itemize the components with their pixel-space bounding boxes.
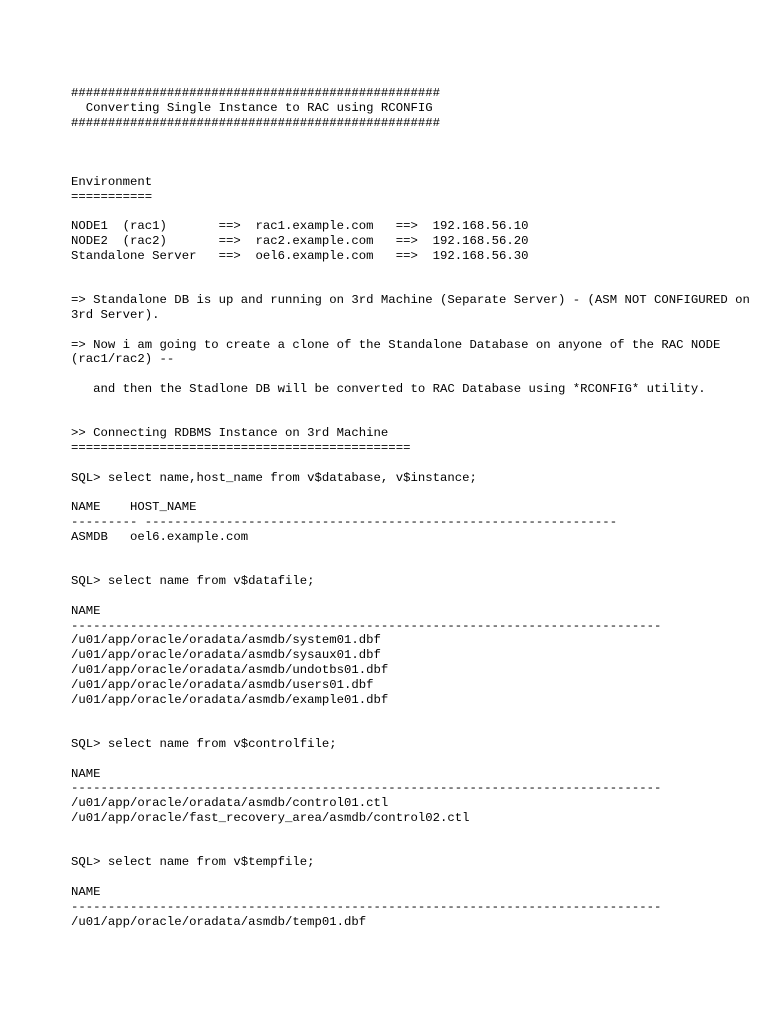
environment-row: NODE1 (rac1) ==> rac1.example.com ==> 192.168.56.10 (71, 219, 529, 234)
connecting-heading: >> Connecting RDBMS Instance on 3rd Machine (71, 426, 389, 441)
result-row: /u01/app/oracle/oradata/asmdb/example01.dbf (71, 692, 389, 707)
result-header: NAME (71, 885, 101, 900)
environment-heading: Environment (71, 174, 153, 189)
result-row: /u01/app/oracle/oradata/asmdb/temp01.dbf (71, 914, 367, 929)
environment-row: Standalone Server ==> oel6.example.com ==> 192.168.56.30 (71, 248, 529, 263)
result-row: ASMDB oel6.example.com (71, 529, 249, 544)
document-page (71, 86, 761, 929)
note-rconfig: and then the Stadlone DB will be converted to RAC Database using *RCONFIG* utility. (71, 381, 706, 396)
sql-query-tempfile: SQL> select name from v$tempfile; (71, 855, 315, 870)
result-row: /u01/app/oracle/fast_recovery_area/asmdb/control02.ctl (71, 811, 470, 826)
result-header: NAME HOST_NAME (71, 500, 197, 515)
environment-row: NODE2 (rac2) ==> rac2.example.com ==> 192.168.56.20 (71, 233, 529, 248)
result-separator: --------- ---------------------------------------------------------------- (71, 515, 618, 530)
header-rule-top: ################################################## (71, 86, 440, 100)
result-header: NAME (71, 603, 101, 618)
note-standalone-db: => Standalone DB is up and running on 3rd Machine (Separate Server) - (ASM NOT CONFIGURED on 3rd Server). (71, 293, 758, 322)
result-row: /u01/app/oracle/oradata/asmdb/control01.ctl (71, 796, 389, 811)
result-separator: -------------------------------------------------------------------------------- (71, 899, 662, 914)
result-header: NAME (71, 766, 101, 781)
result-separator: -------------------------------------------------------------------------------- (71, 618, 662, 633)
result-row: /u01/app/oracle/oradata/asmdb/users01.dbf (71, 677, 374, 692)
environment-underline: =========== (71, 189, 153, 204)
header-rule-bottom: ################################################## (71, 115, 440, 130)
result-row: /u01/app/oracle/oradata/asmdb/system01.dbf (71, 633, 381, 648)
sql-query-database: SQL> select name,host_name from v$database, v$instance; (71, 470, 477, 485)
note-clone-plan: => Now i am going to create a clone of the Standalone Database on anyone of the RAC NODE (rac1/rac2) -- (71, 337, 728, 367)
result-row: /u01/app/oracle/oradata/asmdb/sysaux01.dbf (71, 648, 381, 663)
document-title: Converting Single Instance to RAC using RCONFIG (71, 100, 433, 115)
connecting-underline: ============================================== (71, 441, 411, 456)
result-separator: -------------------------------------------------------------------------------- (71, 781, 662, 796)
result-row: /u01/app/oracle/oradata/asmdb/undotbs01.dbf (71, 663, 389, 678)
sql-query-controlfile: SQL> select name from v$controlfile; (71, 737, 337, 752)
sql-query-datafile: SQL> select name from v$datafile; (71, 574, 315, 589)
